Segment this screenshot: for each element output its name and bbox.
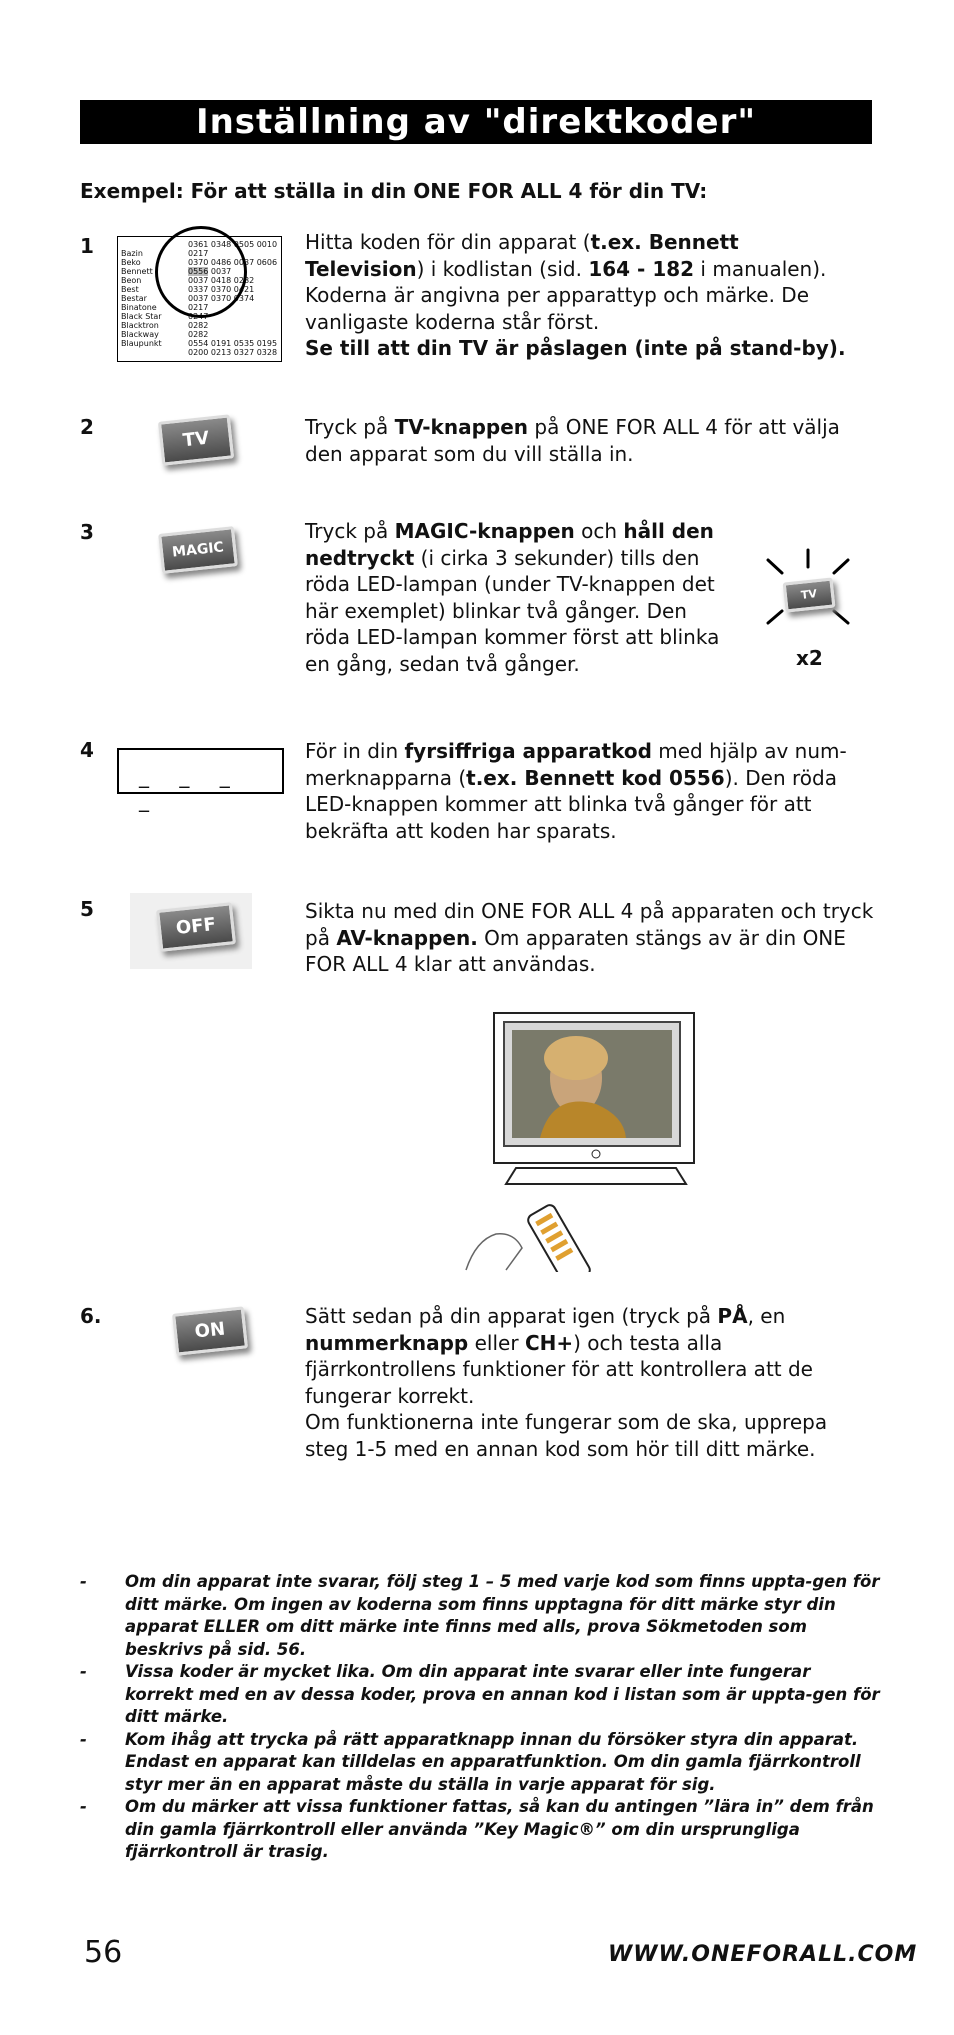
note-bullet: - bbox=[80, 1662, 87, 1681]
step-3-text: Tryck på MAGIC-knappen och håll den nedtryckt (i cirka 3 sekunder) tills den röda LED-lampan (under TV-knappen det här exemplet) blinkar två gånger. Den röda LED-lampan kommer först att blinka en gång, sedan två gånger. bbox=[305, 519, 720, 676]
code-list-brand: Beko bbox=[121, 258, 141, 267]
code-list-row: 0556 0037 bbox=[188, 267, 232, 276]
on-key: ON bbox=[172, 1306, 248, 1355]
code-list-brand: Blaupunkt bbox=[121, 339, 162, 348]
highlight-circle bbox=[155, 226, 247, 318]
step-5-text: Sikta nu med din ONE FOR ALL 4 på apparaten och tryck på AV-knappen. Om apparaten stängs av är din ONE FOR ALL 4 klar att användas. bbox=[305, 899, 874, 976]
notes-list bbox=[80, 1571, 880, 1864]
step-number: 6. bbox=[80, 1304, 102, 1328]
note-bullet: - bbox=[80, 1729, 87, 1749]
code-list-brand: Blacktron bbox=[121, 321, 159, 330]
note-bullet: - bbox=[80, 1797, 87, 1816]
code-list-brand: Bestar bbox=[121, 294, 147, 303]
page-title: Inställning av "direktkoder" bbox=[80, 100, 872, 144]
step-1-text: Hitta koden för din apparat (t.ex. Bennett Television) i kodlistan (sid. 164 - 182 i manualen). Koderna är angivna per apparattyp och märke. De vanligaste koderna står först. Se till att din TV är påslagen (inte på stand-by). bbox=[305, 230, 846, 360]
code-list-row: 0282 bbox=[188, 321, 209, 330]
off-key: OFF bbox=[156, 902, 236, 952]
tv-illustration bbox=[456, 1008, 706, 1272]
example-heading: Exempel: För att ställa in din ONE FOR ALL 4 för din TV: bbox=[80, 179, 708, 203]
note-item bbox=[80, 1571, 880, 1661]
tv-key-small: TV bbox=[783, 577, 836, 612]
step-number: 4 bbox=[80, 738, 94, 762]
code-list-brand: Black Star bbox=[121, 312, 162, 321]
step-number: 1 bbox=[80, 234, 94, 258]
step-4-text: För in din fyrsiffriga apparatkod med hjälp av num-merknapparna (t.ex. Bennett kod 0556). Den röda LED-knappen kommer att blinka två gånger för att bekräfta att koden har sparats. bbox=[305, 739, 847, 843]
code-list-row: 0217 bbox=[188, 303, 209, 312]
step-2-text: Tryck på TV-knappen på ONE FOR ALL 4 för att välja den apparat som du vill ställa in. bbox=[305, 415, 840, 466]
code-list-row: 0554 0191 0535 0195 bbox=[188, 339, 278, 348]
code-list-brand: Bazin bbox=[121, 249, 143, 258]
blink-count: x2 bbox=[796, 646, 823, 670]
code-list-brand: Bennett bbox=[121, 267, 153, 276]
step-number: 5 bbox=[80, 897, 94, 921]
code-list-row: 0217 bbox=[188, 249, 209, 258]
code-list-brand: Blackway bbox=[121, 330, 159, 339]
code-list-row: 0037 0418 0282 bbox=[188, 276, 255, 285]
website-url: WWW.ONEFORALL.COM bbox=[608, 1942, 918, 1967]
code-list-row: 0200 0213 0327 0328 bbox=[188, 348, 278, 357]
page-number: 56 bbox=[84, 1935, 123, 1970]
code-list-row: 0370 0486 0037 0606 bbox=[188, 258, 278, 267]
tv-key: TV bbox=[158, 414, 234, 465]
code-list-row: 0337 0370 0421 bbox=[188, 285, 255, 294]
note-text: Vissa koder är mycket lika. Om din apparat inte svarar eller inte fungerar korrekt med en av dessa koder, prova en annan kod i listan som är uppta-gen för ditt märke. bbox=[125, 1662, 880, 1726]
code-list-row: 0247 bbox=[188, 312, 209, 321]
note-text: Om din apparat inte svarar, följ steg 1 – 5 med varje kod som finns uppta-gen för ditt märke. Om ingen av koderna som finns upptagna för ditt märke styr din apparat ELLER om ditt märke inte finns med alls, prova Sökmetoden som beskrivs på sid. 56. bbox=[125, 1572, 880, 1659]
magic-key: MAGIC bbox=[158, 526, 238, 574]
code-list-brand: Beon bbox=[121, 276, 142, 285]
step-6-text: Sätt sedan på din apparat igen (tryck på PÅ, en nummerknapp eller CH+) och testa alla fjärrkontrollens funktioner för att kontrollera att de fungerar korrekt. Om funktionerna inte fungerar som de ska, upprepa steg 1-5 med en annan kod som hör till ditt märke. bbox=[305, 1304, 828, 1461]
note-item bbox=[80, 1661, 880, 1729]
code-list-brand: Best bbox=[121, 285, 139, 294]
step-number: 3 bbox=[80, 520, 94, 544]
step-number: 2 bbox=[80, 415, 94, 439]
note-item bbox=[80, 1729, 880, 1797]
note-text: Om du märker att vissa funktioner fattas, så kan du antingen ”lära in” dem från din gamla fjärrkontroll eller använda ”Key Magic®” om din ursprungliga fjärrkontroll är trasig. bbox=[125, 1797, 874, 1861]
note-text: Kom ihåg att trycka på rätt apparatknapp innan du försöker styra din apparat. Endast en apparat kan tilldelas en apparatfunktion. Om din gamla fjärrkontroll styr mer än en apparat måste du ställa in varje apparat för sig. bbox=[125, 1729, 861, 1794]
code-list-row: 0037 0370 0374 bbox=[188, 294, 255, 303]
code-list-row: 0282 bbox=[188, 330, 209, 339]
note-bullet: - bbox=[80, 1572, 87, 1591]
code-dashes: _ _ _ _ bbox=[139, 764, 242, 812]
note-item bbox=[80, 1796, 880, 1864]
code-list-brand: Binatone bbox=[121, 303, 157, 312]
code-list-row: 0361 0348 0505 0010 bbox=[188, 240, 278, 249]
code-entry-box bbox=[117, 748, 284, 812]
